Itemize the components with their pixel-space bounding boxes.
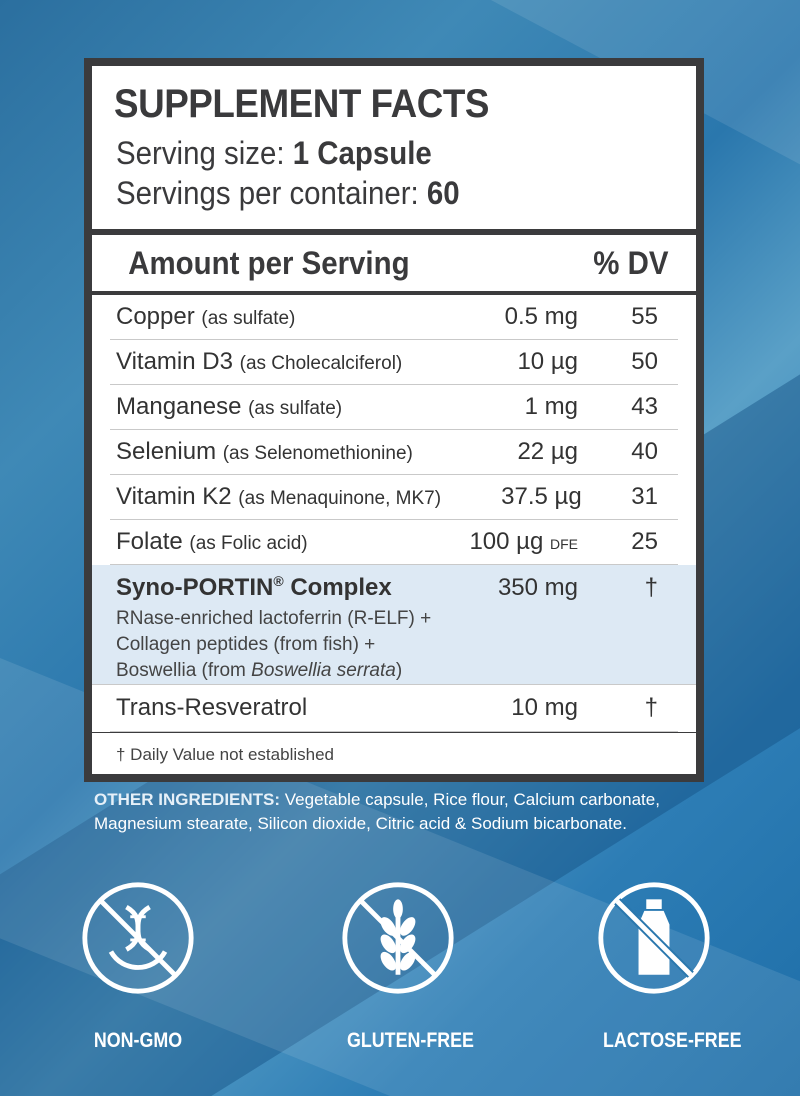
servings-per-container: Servings per container: 60 — [116, 175, 460, 211]
nutrient-row — [110, 430, 678, 475]
nutrient-dv: 25 — [631, 528, 658, 555]
nutrient-name: Folate (as Folic acid) — [116, 528, 308, 555]
serving-size: Serving size: 1 Capsule — [116, 135, 432, 171]
nutrient-dv: 40 — [631, 438, 658, 465]
other-ingredients: OTHER INGREDIENTS: Vegetable capsule, Rice flour, Calcium carbonate, Magnesium stearate, Silicon dioxide, Citric acid & Sodium bicarbonate. — [94, 790, 660, 833]
header-dv: % DV — [593, 244, 669, 281]
badge-gluten-free — [338, 880, 474, 1053]
badge-non-gmo — [78, 880, 198, 1053]
badge-label: GLUTEN-FREE — [347, 1029, 474, 1052]
complex-row — [92, 565, 696, 685]
nutrient-name: Selenium (as Selenomethionine) — [116, 438, 413, 465]
header-amount-per-serving: Amount per Serving — [128, 244, 410, 281]
nutrient-row — [110, 475, 678, 520]
nutrient-dv: 31 — [631, 483, 658, 510]
badge-lactose-free — [594, 880, 742, 1053]
nutrient-row — [110, 385, 678, 430]
milk-bottle-icon — [596, 880, 712, 996]
nutrient-amount: 37.5 µg — [501, 483, 582, 510]
nutrient-row — [110, 295, 678, 340]
supplement-facts-panel — [84, 58, 704, 782]
nutrient-dv: 50 — [631, 348, 658, 375]
nutrient-amount: 0.5 mg — [504, 303, 578, 330]
nutrient-amount: 22 µg — [517, 438, 578, 465]
facts-title: SUPPLEMENT FACTS — [114, 82, 489, 126]
nutrient-name: Vitamin D3 (as Cholecalciferol) — [116, 348, 403, 375]
nutrient-amount: 10 µg — [517, 348, 578, 375]
nutrient-row-trans-resveratrol: Trans-Resveratrol 10 mg † — [110, 685, 678, 732]
nutrient-row — [110, 520, 678, 565]
dna-icon — [80, 880, 196, 996]
facts-header — [110, 235, 678, 291]
nutrient-amount: 1 mg — [524, 393, 578, 420]
nutrient-amount: 100 µg DFE — [469, 528, 578, 555]
wheat-icon — [340, 880, 456, 996]
nutrient-dv: 43 — [631, 393, 658, 420]
nutrient-dv: 55 — [631, 303, 658, 330]
nutrient-name: Vitamin K2 (as Menaquinone, MK7) — [116, 483, 442, 510]
complex-name: Syno-PORTIN® Complex — [116, 573, 392, 601]
nutrient-row — [110, 340, 678, 385]
nutrient-name: Copper (as sulfate) — [116, 303, 296, 330]
footnote: † Daily Value not established — [116, 745, 334, 764]
badge-label: NON-GMO — [93, 1029, 183, 1052]
complex-description: RNase-enriched lactoferrin (R-ELF) + Collagen peptides (from fish) + Boswellia (from Boswellia serrata) — [116, 608, 432, 681]
complex-dv: † — [644, 574, 658, 601]
nutrient-name: Manganese (as sulfate) — [116, 393, 343, 420]
badge-label: LACTOSE-FREE — [603, 1029, 742, 1052]
complex-amount: 350 mg — [497, 574, 578, 601]
